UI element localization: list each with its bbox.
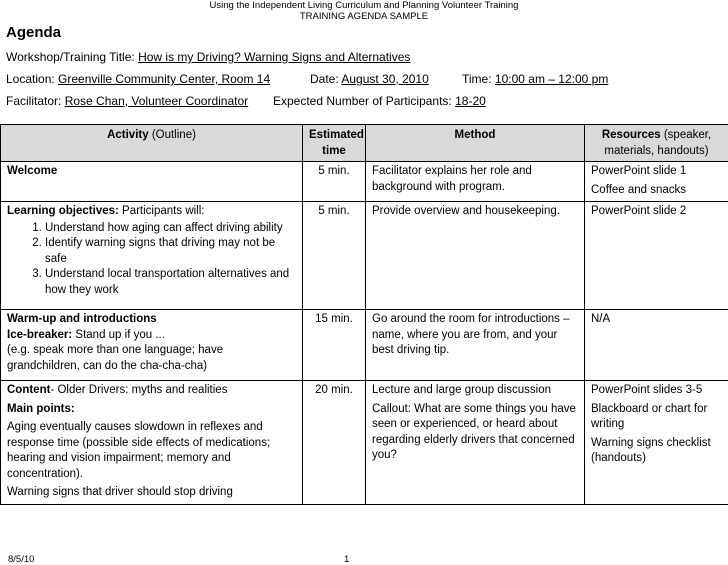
activity-cell: Welcome [1, 162, 303, 202]
footer-date: 8/5/10 [8, 554, 35, 565]
participants-label: Expected Number of Participants: [273, 94, 452, 108]
resources-cell: N/A [585, 310, 728, 381]
method-cell: Provide overview and housekeeping. [366, 202, 585, 310]
table-row [1, 202, 728, 310]
workshop-label: Workshop/Training Title: [6, 50, 135, 64]
facilitator-value: Rose Chan, Volunteer Coordinator [64, 94, 249, 108]
activity-cell: Learning objectives: Participants will: 1. Understand how aging can affect driving ability 2. Identify warning signs that driving may not be safe 3. Understand local transportation alternatives and how they work [1, 202, 303, 310]
participants-field [273, 94, 486, 108]
running-header-line1: Using the Independent Living Curriculum and Planning Volunteer Training [209, 0, 519, 11]
method-cell: Lecture and large group discussion Callout: What are some things you have seen or experienced, or heard about regarding elderly drivers that concerned you? [366, 381, 585, 505]
time-cell: 20 min. [303, 381, 366, 505]
resources-cell: PowerPoint slides 3-5 Blackboard or chart for writing Warning signs checklist (handouts) [585, 381, 728, 505]
column-header-resources: Resources (speaker, materials, handouts) [585, 125, 728, 162]
running-header-line2: TRAINING AGENDA SAMPLE [299, 11, 429, 22]
method-cell: Facilitator explains her role and background with program. [366, 162, 585, 202]
date-label: Date: [310, 72, 339, 86]
column-header-method: Method [366, 125, 585, 162]
objectives-list [7, 221, 296, 299]
location-line [6, 72, 270, 86]
page-title: Agenda [6, 24, 62, 41]
time-label: Time: [462, 72, 492, 86]
time-cell: 5 min. [303, 162, 366, 202]
table-header-row [1, 125, 728, 162]
table-row [1, 162, 728, 202]
column-header-time: Estimated time [303, 125, 366, 162]
date-value: August 30, 2010 [341, 72, 429, 86]
location-value: Greenville Community Center, Room 14 [58, 72, 271, 86]
facilitator-label: Facilitator: [6, 94, 62, 108]
time-cell: 5 min. [303, 202, 366, 310]
agenda-table [0, 124, 728, 505]
table-row [1, 381, 728, 505]
workshop-value: How is my Driving? Warning Signs and Alternatives [138, 50, 411, 64]
list-item: 1. Understand how aging can affect driving ability [45, 221, 296, 237]
time-value: 10:00 am – 12:00 pm [494, 72, 609, 86]
resources-cell: PowerPoint slide 2 [585, 202, 728, 310]
column-header-activity: Activity (Outline) [1, 125, 303, 162]
footer-page-number: 1 [344, 554, 350, 565]
workshop-line [6, 50, 410, 64]
activity-cell: Content- Older Drivers: myths and realities Main points: Aging eventually causes slowdown in reflexes and response time (possible side effects of medications; hearing and vision impairment; memory and concentration). Warning signs that driver should stop driving [1, 381, 303, 505]
list-item: 3. Understand local transportation alternatives and how they work [45, 267, 296, 298]
method-cell: Go around the room for introductions – name, where you are from, and your best driving tip. [366, 310, 585, 381]
date-field [310, 72, 429, 86]
participants-value: 18-20 [455, 94, 486, 108]
table-row [1, 310, 728, 381]
time-field [462, 72, 608, 86]
activity-cell: Warm-up and introductions Ice-breaker: Stand up if you ... (e.g. speak more than one language; have grandchildren, can do the cha-cha-cha) [1, 310, 303, 381]
location-label: Location: [6, 72, 55, 86]
facilitator-line [6, 94, 248, 108]
resources-cell: PowerPoint slide 1 Coffee and snacks [585, 162, 728, 202]
time-cell: 15 min. [303, 310, 366, 381]
list-item: 2. Identify warning signs that driving may not be safe [45, 236, 296, 267]
